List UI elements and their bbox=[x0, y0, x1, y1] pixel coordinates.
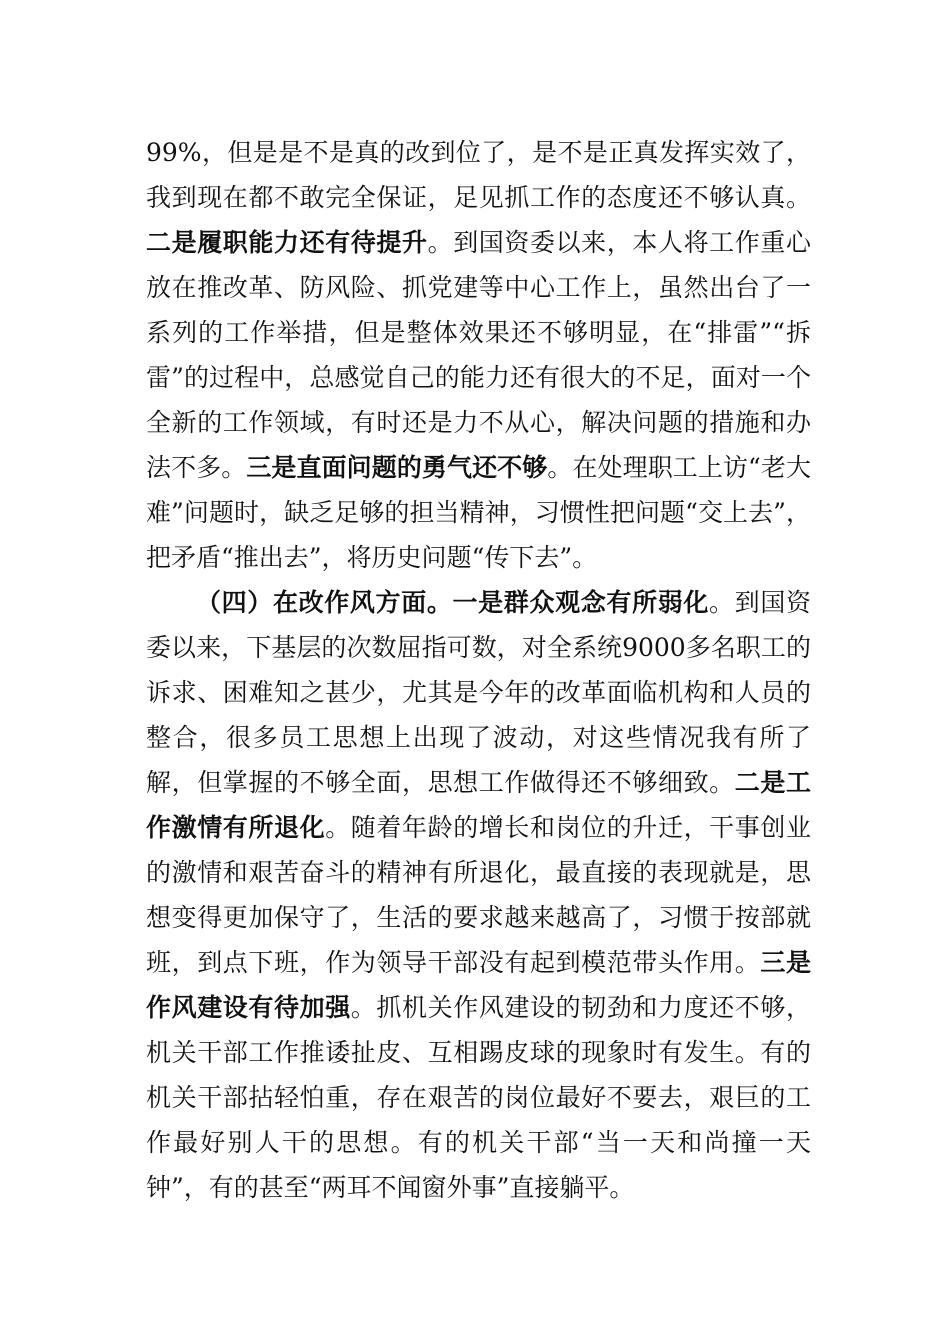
document-body bbox=[146, 130, 811, 1210]
bold-heading-style-building: 三是作风建设有待加强 bbox=[146, 948, 811, 1022]
bold-heading-passion: 二是工作激情有所退化 bbox=[146, 768, 811, 842]
paragraph-work-style bbox=[146, 580, 811, 1210]
bold-heading-ability: 二是履职能力还有待提升 bbox=[146, 228, 428, 257]
bold-heading-courage: 三是直面问题的勇气还不够 bbox=[246, 453, 548, 482]
paragraph-text: 。在处理职工上访“老大难”问题时，缺乏足够的担当精神，习惯性把问题“交上去”，把矛盾“推出去”，将历史问题“传下去”。 bbox=[146, 453, 811, 572]
paragraph-text: 。随着年龄的增长和岗位的升迁，干事创业的激情和艰苦奋斗的精神有所退化，最直接的表现就是，思想变得更加保守了，生活的要求越来越高了，习惯于按部就班，到点下班，作为领导干部没有起到模范带头作用。 bbox=[146, 813, 811, 977]
paragraph-text: 。到国资委以来，下基层的次数屈指可数，对全系统9000多名职工的诉求、困难知之甚少，尤其是今年的改革面临机构和人员的整合，很多员工思想上出现了波动，对这些情况我有所了解，但掌握的不够全面，思想工作做得还不够细致。 bbox=[146, 588, 811, 797]
paragraph-text: 99%，但是是不是真的改到位了，是不是正真发挥实效了，我到现在都不敢完全保证，足见抓工作的态度还不够认真。 bbox=[146, 138, 811, 212]
bold-heading-work-style-masses: （四）在改作风方面。一是群众观念有所弱化 bbox=[196, 588, 710, 617]
paragraph-performance-issues bbox=[146, 130, 811, 580]
paragraph-text: 。到国资委以来，本人将工作重心放在推改革、防风险、抓党建等中心工作上，虽然出台了一系列的工作举措，但是整体效果还不够明显，在“排雷”“拆雷”的过程中，总感觉自己的能力还有很大的不足，面对一个全新的工作领域，有时还是力不从心，解决问题的措施和办法不多。 bbox=[146, 228, 811, 482]
paragraph-text: 。抓机关作风建设的韧劲和力度还不够，机关干部工作推诿扯皮、互相踢皮球的现象时有发生。有的机关干部拈轻怕重，存在艰苦的岗位最好不要去，艰巨的工作最好别人干的思想。有的机关干部“当一天和尚撞一天钟”，有的甚至“两耳不闻窗外事”直接躺平。 bbox=[146, 993, 811, 1202]
